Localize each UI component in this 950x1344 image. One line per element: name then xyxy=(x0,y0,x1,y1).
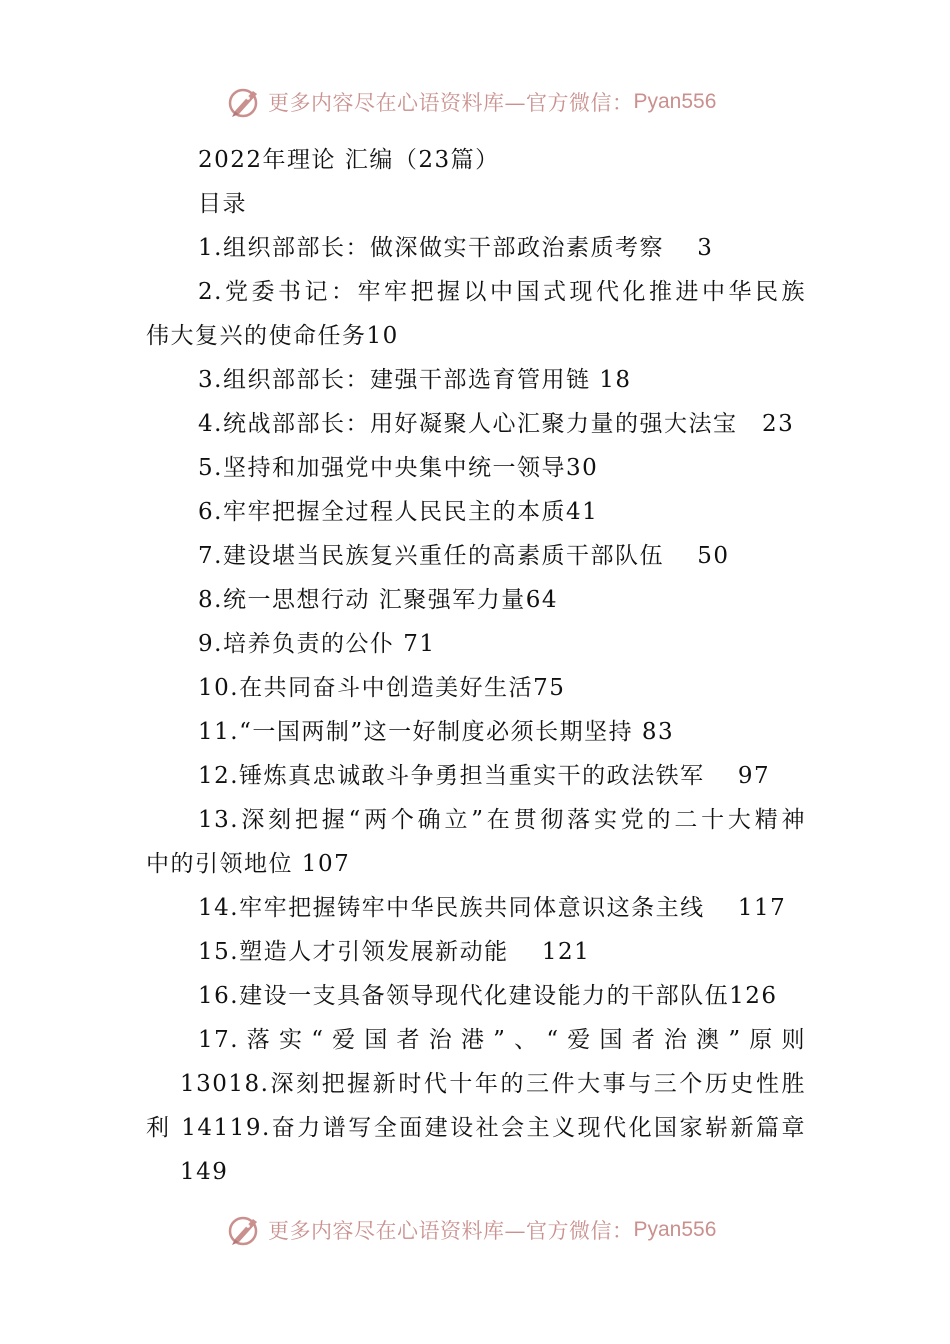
toc-entry: 13.深刻把握“两个确立”在贯彻落实党的二十大精神 xyxy=(198,807,806,833)
toc-entry: 12.锤炼真忠诚敢斗争勇担当重实干的政法铁军 97 xyxy=(198,763,771,789)
toc-entry: 1.组织部部长：做深做实干部政治素质考察 3 xyxy=(198,235,714,261)
toc-entry: 10.在共同奋斗中创造美好生活75 xyxy=(198,675,566,701)
watermark-text: 更多内容尽在心语资料库—官方微信： xyxy=(268,1219,634,1243)
watermark-text: 更多内容尽在心语资料库—官方微信： xyxy=(268,91,634,115)
watermark-wechat-id: Pyan556 xyxy=(633,1218,717,1241)
toc-entry-continuation: 伟大复兴的使命任务10 xyxy=(146,323,399,349)
toc-entry: 4.统战部部长：用好凝聚人心汇聚力量的强大法宝 23 xyxy=(198,411,795,437)
watermark-banner-bottom xyxy=(226,1210,716,1250)
document-body xyxy=(146,138,806,1194)
watermark-banner-top xyxy=(226,82,716,122)
toc-entry: 9.培养负责的公仆 71 xyxy=(198,631,436,657)
toc-entry: 3.组织部部长：建强干部选育管用链 18 xyxy=(198,367,632,393)
toc-heading: 目录 xyxy=(198,191,247,217)
toc-entry-continuation: 利 14119.奋力谱写全面建设社会主义现代化国家崭新篇章 xyxy=(146,1115,806,1141)
toc-entry: 15.塑造人才引领发展新动能 121 xyxy=(198,939,591,965)
toc-entry: 17.落实“爱国者治港”、“爱国者治澳”原则 xyxy=(198,1027,806,1053)
toc-entry: 5.坚持和加强党中央集中统一领导30 xyxy=(198,455,599,481)
toc-entry: 7.建设堪当民族复兴重任的高素质干部队伍 50 xyxy=(198,543,730,569)
pen-nib-circle-icon xyxy=(226,1212,262,1248)
toc-entry: 8.统一思想行动 汇聚强军力量64 xyxy=(198,587,559,613)
toc-entry: 6.牢牢把握全过程人民民主的本质41 xyxy=(198,499,599,525)
pen-nib-circle-icon xyxy=(226,84,262,120)
watermark-wechat-id: Pyan556 xyxy=(633,90,717,113)
toc-entry-continuation: 149 xyxy=(180,1159,229,1185)
toc-entry: 14.牢牢把握铸牢中华民族共同体意识这条主线 117 xyxy=(198,895,787,921)
toc-entry: 2.党委书记：牢牢把握以中国式现代化推进中华民族 xyxy=(198,279,806,305)
toc-entry-continuation: 13018.深刻把握新时代十年的三件大事与三个历史性胜 xyxy=(180,1071,806,1097)
toc-entry: 16.建设一支具备领导现代化建设能力的干部队伍126 xyxy=(198,983,778,1009)
document-title: 2022年理论 汇编（23篇） xyxy=(198,147,500,173)
toc-entry: 11.“一国两制”这一好制度必须长期坚持 83 xyxy=(198,719,675,745)
toc-entry-continuation: 中的引领地位 107 xyxy=(146,851,351,877)
